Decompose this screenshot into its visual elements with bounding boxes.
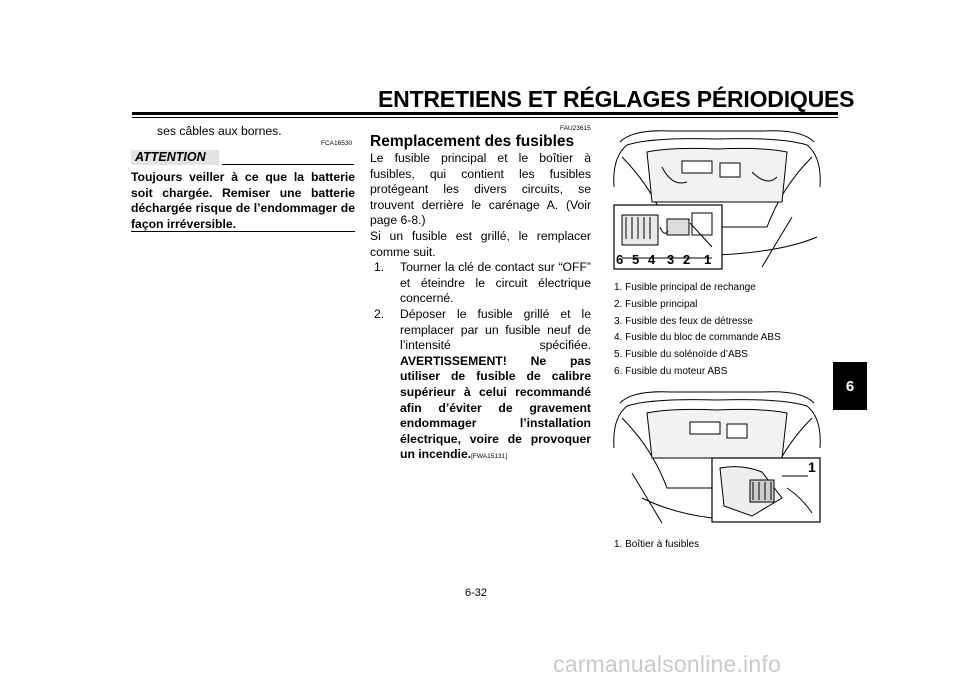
intro-paragraph-2: Si un fusible est grillé, le remplacer comme suit. (370, 228, 591, 259)
callout-1: 1 (808, 459, 816, 475)
callout-6: 6 (616, 252, 624, 267)
warning-text: AVERTISSEMENT! Ne pas utiliser de fusible de calibre supérieur à celui recommandé afin d’éviter de gravement endommager l’installation électrique, voire de provoquer un incendie. (400, 353, 591, 462)
figure2-legend (614, 537, 699, 554)
legend-item: 5. Fusible du solénoïde d’ABS (614, 349, 748, 361)
figure1-legend (614, 280, 781, 381)
callout-2: 2 (683, 252, 691, 267)
step-1 (370, 260, 591, 307)
legend-item: 3. Fusible des feux de détresse (614, 315, 753, 327)
continuation-text: ses câbles aux bornes. (157, 124, 282, 138)
section-body (370, 151, 591, 465)
legend-item: 1. Boîtier à fusibles (614, 539, 700, 550)
callout-4: 4 (648, 252, 656, 267)
watermark: carmanualsonline.info (553, 651, 781, 677)
step-text: Tourner la clé de contact sur “OFF” et éteindre le circuit électrique concerné. (400, 260, 591, 306)
page-number: 6-32 (465, 587, 488, 599)
header-rule (132, 112, 838, 115)
legend-item: 4. Fusible du bloc de commande ABS (614, 332, 781, 344)
callout-1: 1 (704, 252, 712, 267)
step-number: 1. (374, 260, 385, 275)
section-code: FAU23615 (560, 125, 591, 132)
callout-3: 3 (667, 252, 675, 267)
fuse-location-illustration (612, 127, 822, 272)
header-rule-thin (132, 117, 838, 118)
step-2 (370, 307, 591, 465)
legend-item: 2. Fusible principal (614, 298, 698, 310)
step-number: 2. (374, 306, 385, 321)
attention-text: Toujours veiller à ce que la batterie soit chargée. Remiser une batterie déchargée risque de l’endommager de façon irréversible. (131, 170, 355, 231)
caution-code: FCA16530 (321, 140, 353, 147)
page-header-title: ENTRETIENS ET RÉGLAGES PÉRIODIQUES (378, 86, 855, 112)
attention-end-rule (131, 231, 355, 232)
attention-rule (222, 164, 354, 165)
warning-code: [FWA15131] (471, 453, 507, 461)
intro-paragraph: Le fusible principal et le boîtier à fusibles, qui contient les fusibles protégeant les divers circuits, se trouvent derrière le carénage A. (Voir page 6-8.) (370, 151, 591, 228)
chapter-tab[interactable]: 6 (833, 362, 867, 410)
attention-label: ATTENTION (131, 150, 219, 165)
fuse-box-illustration (612, 388, 822, 526)
step-text: Déposer le fusible grillé et le remplacer par un fusible neuf de l’intensité spécifiée. (400, 306, 591, 353)
legend-item: 6. Fusible du moteur ABS (614, 365, 728, 377)
section-title: Remplacement des fusibles (370, 133, 575, 150)
legend-item: 1. Fusible principal de rechange (614, 282, 756, 293)
callout-5: 5 (632, 252, 640, 267)
